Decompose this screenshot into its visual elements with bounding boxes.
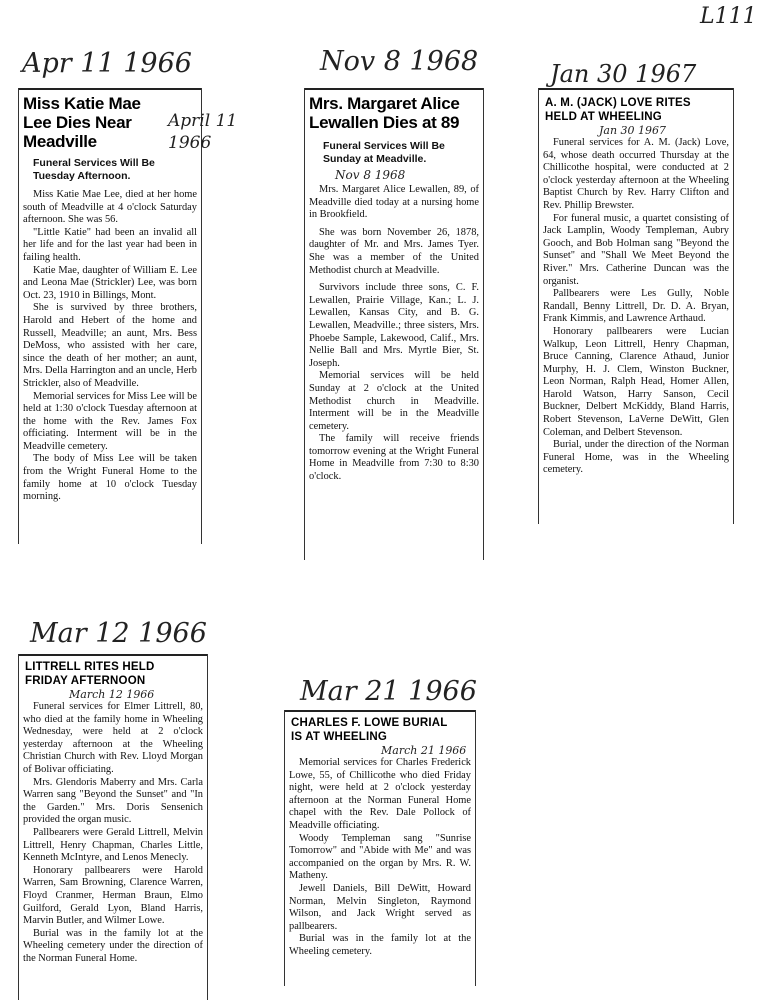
clip-body bbox=[19, 189, 201, 504]
clip-paragraph: Pallbearers were Les Gully, Noble Randall, Benny Littrell, Dr. D. A. Bryan, Frank Kimmis, and Lawrence Arthaud. bbox=[543, 288, 729, 325]
clip-body bbox=[305, 184, 483, 484]
clip-rule bbox=[539, 88, 733, 90]
clip-paragraph: She is survived by three brothers, Harold and Hebert of the home and Russell, Meadville; an aunt, Mrs. Bess DeMoss, who assisted with her care, since the death of her mother; an aunt, Mrs. Della Harrington and an uncle, Herb Strickler, also of Meadville. bbox=[23, 302, 197, 389]
clip-paragraph: Miss Katie Mae Lee, died at her home south of Meadville at 4 o'clock Saturday afternoon. She was 56. bbox=[23, 189, 197, 226]
clip-rule bbox=[305, 88, 483, 90]
handwritten-date: Apr 11 1966 bbox=[22, 48, 192, 79]
handwritten-inline-note: March 12 1966 bbox=[69, 688, 155, 701]
clip-paragraph: Honorary pallbearers were Lucian Walkup, Leon Littrell, Henry Chapman, Bruce Canning, Clarence Athaud, Junior Murphy, H. J. Clem, Winston Buckner, Leon Norman, Ralph Head, Homer Allen, Harold Watson, Harry Sanson, Cecil Buckner, Delbert McKiddy, Bland Harris, Robert Stevenson, LaVerne DeWitt, Glen Coleman, and Delbert Stevenson. bbox=[543, 325, 729, 438]
clip-paragraph: "Little Katie" had been an invalid all her life and for the last year had been in failing health. bbox=[23, 226, 197, 263]
clip-rule bbox=[19, 654, 207, 656]
clip-paragraph: Honorary pallbearers were Harold Warren, Sam Browning, Clarence Warren, Floyd Cranmer, Herman Braun, Elmo Guilford, Gerald Lyon, Bland Harris, Marvin Butler, and Wilmer Lowe. bbox=[23, 864, 203, 927]
clip-paragraph: Memorial services for Charles Frederick Lowe, 55, of Chillicothe who died Friday night, were held at 2 o'clock yesterday afternoon at the Norman Funeral Home chapel with the Rev. Dale Pollock of Meadville officiating. bbox=[289, 757, 471, 831]
clip-headline: CHARLES F. LOWE BURIAL IS AT WHEELING bbox=[291, 717, 448, 743]
clip-paragraph: Mrs. Margaret Alice Lewallen, 89, of Meadville died today at a nursing home in Brookfield. bbox=[309, 184, 479, 221]
handwritten-date: Mar 21 1966 bbox=[300, 676, 477, 707]
clip-subhead: Funeral Services Will Be Tuesday Afternoon. bbox=[33, 157, 155, 182]
clip-paragraph: Katie Mae, daughter of William E. Lee and Leona Mae (Strickler) Lee, was born Oct. 23, 1910 in Billings, Mont. bbox=[23, 264, 197, 301]
clip-headline: Miss Katie Mae Lee Dies Near Meadville bbox=[23, 94, 141, 151]
handwritten-side-note: April 11 1966 bbox=[168, 111, 238, 153]
clip-paragraph: The body of Miss Lee will be taken from the Wright Funeral Home to the family home at 10 o'clock Tuesday morning. bbox=[23, 453, 197, 503]
clip-paragraph: Funeral services for A. M. (Jack) Love, 64, whose death occurred Thursday at the Chillicothe hospital, were conducted at 2 o'clock yesterday afternoon at the Wheeling Baptist Church by Rev. Harry Clifton and Rev. Phillip Brewster. bbox=[543, 137, 729, 211]
clip-paragraph: The family will receive friends tomorrow evening at the Wright Funeral Home in Meadville from 7:30 to 8:30 o'clock. bbox=[309, 433, 479, 483]
clip-headline: LITTRELL RITES HELD FRIDAY AFTERNOON bbox=[25, 661, 155, 687]
clip-paragraph: Burial was in the family lot at the Wheeling cemetery under the direction of the Norman Funeral Home. bbox=[23, 927, 203, 964]
page-number: L111 bbox=[700, 4, 757, 29]
clip-paragraph: Burial, under the direction of the Norman Funeral Home, was in the Wheeling cemetery. bbox=[543, 439, 729, 476]
clip-paragraph: Memorial services will be held Sunday at 2 o'clock at the United Methodist church in Meadville. Interment will be in the Meadville cemetery. bbox=[309, 370, 479, 432]
obituary-clipping-love bbox=[538, 88, 734, 524]
clip-paragraph: Pallbearers were Gerald Littrell, Melvin Littrell, Henry Chapman, Charles Little, Kenneth McIntyre, and Lenos Menecly. bbox=[23, 826, 203, 864]
clip-paragraph: Funeral services for Elmer Littrell, 80, who died at the family home in Wheeling Wednesday, were held at 2 o'clock yesterday afternoon at the Wheeling Christian Church with Rev. Lloyd Morgan of Bolivar officiating. bbox=[23, 701, 203, 775]
handwritten-date: Jan 30 1967 bbox=[550, 60, 697, 88]
obituary-clipping-lewallen bbox=[304, 88, 484, 560]
clip-headline: Mrs. Margaret Alice Lewallen Dies at 89 bbox=[309, 94, 460, 132]
clip-paragraph: Woody Templeman sang "Sunrise Tomorrow" and "Abide with Me" and was accompanied on the organ by Mrs. R. W. Matheny. bbox=[289, 832, 471, 882]
clip-paragraph: Memorial services for Miss Lee will be held at 1:30 o'clock Tuesday afternoon at the home with the Rev. James Fox officiating. Interment will be in the Meadville cemetery. bbox=[23, 390, 197, 452]
obituary-clipping-lee bbox=[18, 88, 202, 544]
clip-paragraph: Survivors include three sons, C. F. Lewallen, Prairie Village, Kan.; L. J. Lewallen, Kansas City, and B. G. Lewallen, Meadville.; three sisters, Mrs. Phoebe Sample, Lakewood, Calif., Mrs. Nellie Ball and Mrs. Myrtle Bier, St. Joseph. bbox=[309, 282, 479, 369]
clip-body bbox=[19, 701, 207, 965]
handwritten-inline-note: Nov 8 1968 bbox=[335, 168, 406, 182]
obituary-clipping-littrell bbox=[18, 654, 208, 1000]
obituary-clipping-lowe bbox=[284, 710, 476, 986]
clip-paragraph: Mrs. Glendoris Maberry and Mrs. Carla Warren sang "Beyond the Sunset" and "In the Garden." Mrs. Doris Sensenich provided the organ music. bbox=[23, 776, 203, 826]
clip-body bbox=[539, 137, 733, 477]
handwritten-date: Mar 12 1966 bbox=[30, 618, 207, 649]
handwritten-inline-note: Jan 30 1967 bbox=[599, 124, 667, 137]
clip-paragraph: Jewell Daniels, Bill DeWitt, Howard Norman, Melvin Singleton, Raymond Wilson, and Jack Wright served as pallbearers. bbox=[289, 882, 471, 932]
clip-body bbox=[285, 757, 475, 959]
clip-rule bbox=[19, 88, 201, 90]
clip-paragraph: For funeral music, a quartet consisting of Jack Lamplin, Woody Templeman, Aubry Gooch, and Bob Holman sang "Beyond the Sunset" and "Shall We Meet Beyond the River." Mrs. Catherine Duncan was the organist. bbox=[543, 212, 729, 287]
clip-paragraph: She was born November 26, 1878, daughter of Mr. and Mrs. James Tyer. She was a member of the United Methodist church at Meadville. bbox=[309, 226, 479, 276]
handwritten-date: Nov 8 1968 bbox=[320, 46, 479, 77]
clip-paragraph: Burial was in the family lot at the Wheeling cemetery. bbox=[289, 933, 471, 957]
clip-subhead: Funeral Services Will Be Sunday at Meadville. bbox=[323, 140, 445, 165]
clip-headline: A. M. (JACK) LOVE RITES HELD AT WHEELING bbox=[545, 97, 691, 123]
handwritten-inline-note: March 21 1966 bbox=[381, 744, 467, 757]
clip-rule bbox=[285, 710, 475, 712]
